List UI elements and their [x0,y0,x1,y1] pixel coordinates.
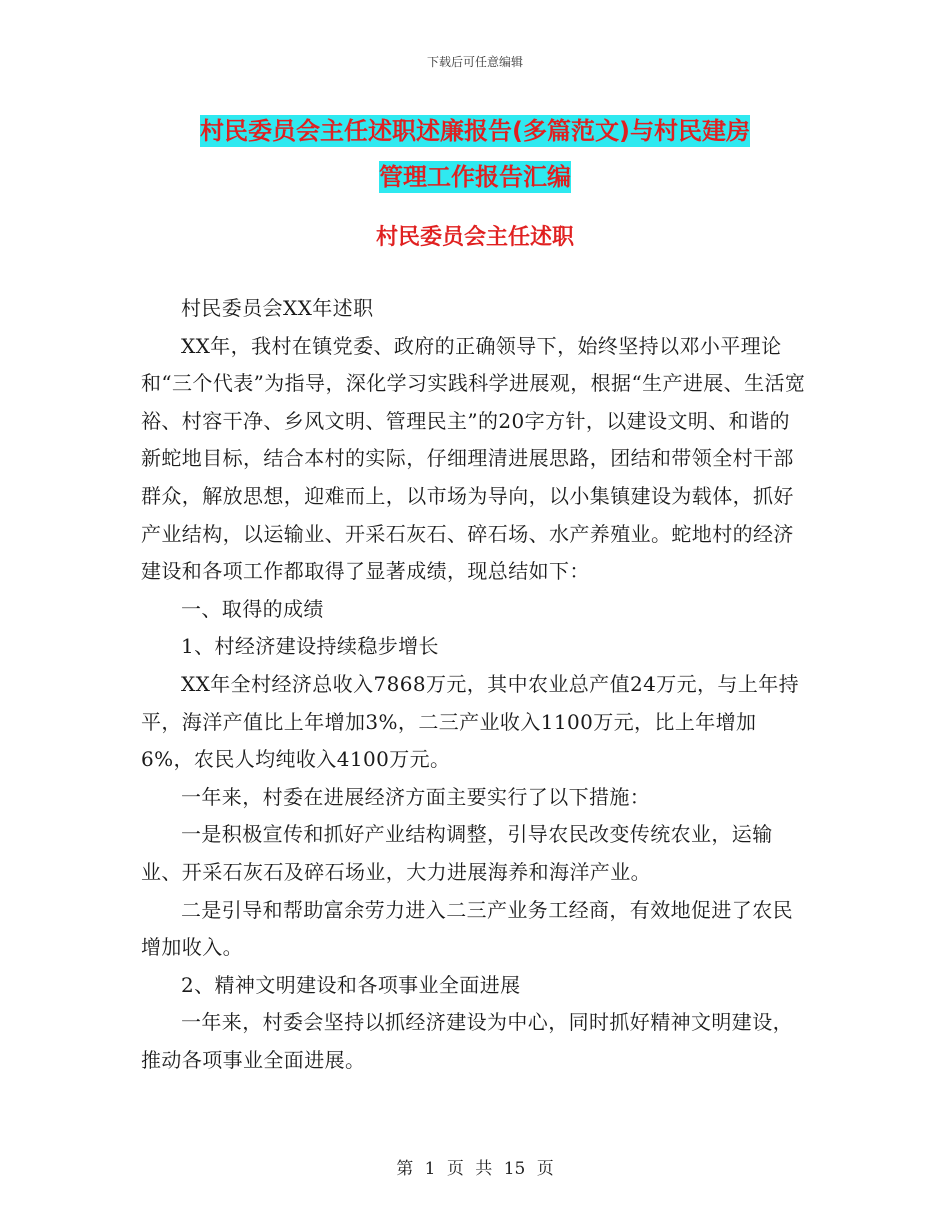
paragraph: 村民委员会XX年述职 [181,296,374,320]
paragraph: 一是积极宣传和抓好产业结构调整，引导农民改变传统农业，运输业、开采石灰石及碎石场业，大力进展海养和海洋产业。 [141,822,773,884]
document-body [141,290,806,1079]
paragraph: 2、精神文明建设和各项事业全面进展 [181,972,521,997]
paragraph: XX年，我村在镇党委、政府的正确领导下，始终坚持以邓小平理论和“三个代表”为指导，深化学习实践科学进展观，根据“生产进展、生活宽裕、村容干净、乡风文明、管理民主”的20字方针，以建设文明、和谐的新蛇地目标，结合本村的实际，仔细理清进展思路，团结和带领全村干部群众，解放思想，迎难而上，以市场为导向，以小集镇建设为载体，抓好产业结构，以运输业、开采石灰石、碎石场、水产养殖业。蛇地村的经济建设和各项工作都取得了显著成绩，现总结如下： [141,333,806,584]
title-line-1: 村民委员会主任述职述廉报告(多篇范文)与村民建房 [200,117,750,145]
title-line-2: 管理工作报告汇编 [379,163,571,191]
header-note: 下载后可任意编辑 [426,55,523,69]
section-heading: 村民委员会主任述职 [375,225,574,250]
paragraph: 1、村经济建设持续稳步增长 [181,634,439,659]
paragraph: 一年来，村委在进展经济方面主要实行了以下措施： [181,784,651,809]
page-footer: 第 1 页 共 15 页 [396,1159,554,1179]
document-title [140,108,810,200]
paragraph: 一年来，村委会坚持以抓经济建设为中心，同时抓好精神文明建设，推动各项事业全面进展。 [141,1010,793,1072]
paragraph: XX年全村经济总收入7868万元，其中农业总产值24万元，与上年持平，海洋产值比上年增加3%，二三产业收入1100万元，比上年增加6%，农民人均纯收入4100万元。 [141,671,800,772]
paragraph: 二是引导和帮助富余劳力进入二三产业务工经商，有效地促进了农民增加收入。 [141,897,793,960]
paragraph: 一、取得的成绩 [181,596,324,621]
